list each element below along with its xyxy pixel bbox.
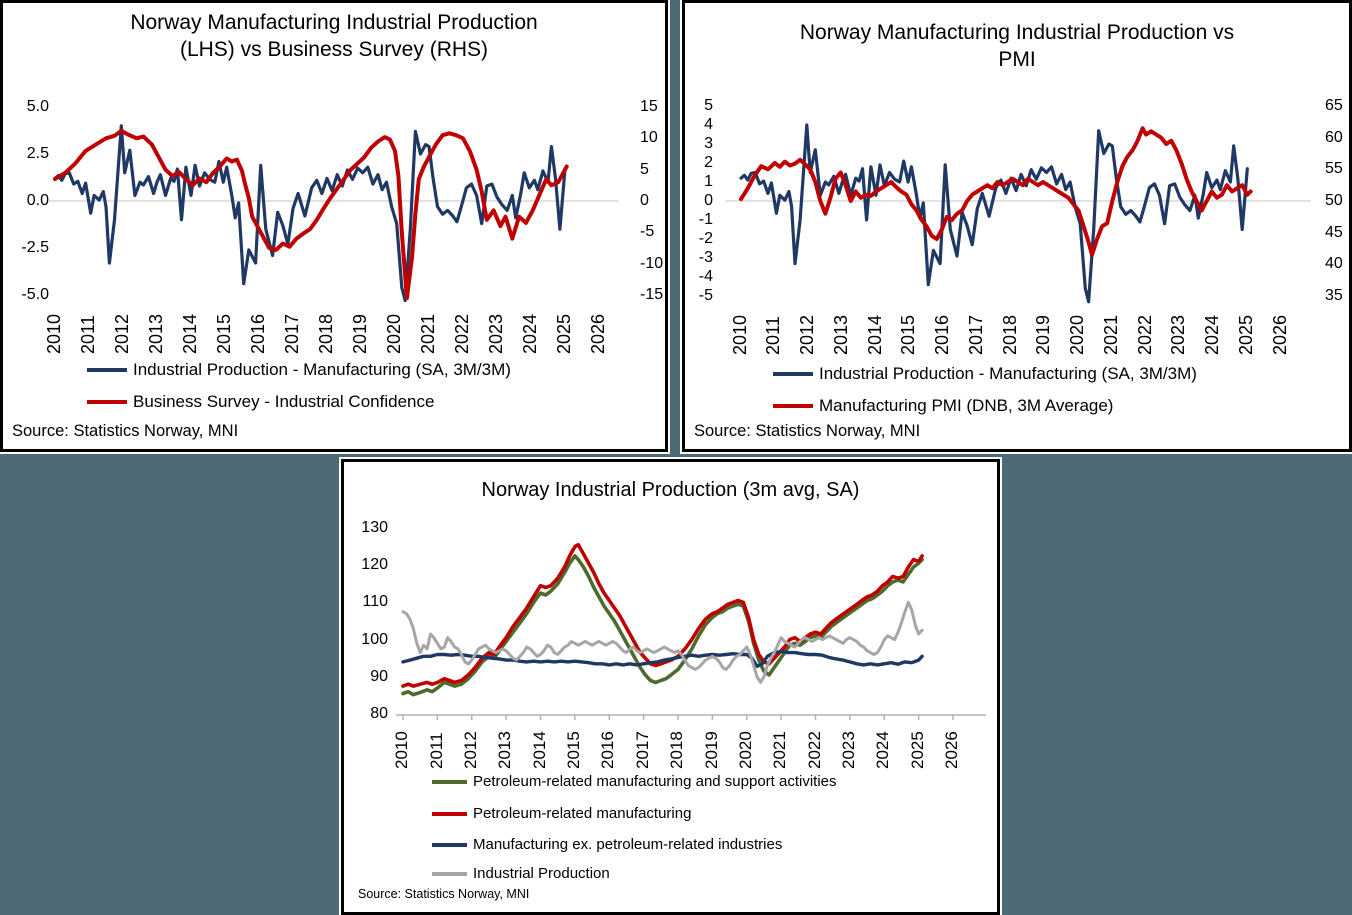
legend-item [773,364,1197,384]
left-axis-tick-label: 4 [704,116,713,133]
chart-title: Norway Industrial Production (3m avg, SA) [481,479,860,501]
series-line [741,125,1247,302]
source-note: Source: Statistics Norway, MNI [12,422,239,440]
legend-swatch [87,368,127,372]
left-axis-tick-label: 0 [704,192,713,209]
x-axis-year-label: 2017 [633,731,652,769]
right-axis-tick-label: 65 [1325,97,1343,114]
left-axis-tick-label: -4 [698,268,713,285]
x-axis-year-label: 2020 [1067,314,1087,355]
x-axis-year-label: 2024 [520,313,540,354]
right-axis-tick-label: -15 [640,286,664,303]
left-axis-tick-label: -2.5 [21,239,49,256]
x-axis-year-label: 2013 [831,314,851,355]
legend-swatch [432,843,467,847]
legend-item [432,805,691,822]
legend-label: Petroleum-related manufacturing and support activities [473,773,837,790]
x-axis-year-label: 2018 [667,731,686,769]
x-axis-year-label: 2026 [588,313,608,354]
left-axis-tick-label: 2 [704,154,713,171]
x-axis-year-label: 2019 [1033,314,1053,355]
series-line [55,126,565,301]
chart-title: Norway Manufacturing Industrial Production vs PMI [799,21,1235,72]
chart-panel-1 [0,0,668,452]
legend-label: Petroleum-related manufacturing [473,805,692,822]
legend-swatch [87,400,127,404]
left-axis-tick-label: 80 [370,705,388,722]
legend-item [432,836,782,853]
legend-item [432,773,837,790]
left-axis-tick-label: 5.0 [26,98,49,115]
x-axis-line [396,715,986,720]
right-axis-tick-label: 35 [1325,287,1343,304]
x-axis-year-label: 2023 [486,313,506,354]
x-axis-year-label: 2020 [384,313,404,354]
x-axis-year-label: 2025 [1236,314,1256,355]
x-axis-year-label: 2018 [1000,314,1020,355]
x-axis-year-label: 2012 [112,313,132,354]
right-axis-tick-label: 40 [1325,255,1343,272]
chart-canvas [3,3,665,449]
right-axis-tick-label: 50 [1325,192,1343,209]
legend-item [432,865,610,882]
x-axis-year-label: 2026 [1270,314,1290,355]
x-axis-year-label: 2019 [702,731,721,769]
x-axis-year-label: 2015 [214,313,234,354]
legend-swatch [432,780,467,784]
left-axis-tick-label: -3 [698,249,713,266]
left-axis-tick-label: -5 [698,287,713,304]
x-axis-year-label: 2011 [763,316,783,355]
left-axis-tick-label: 3 [704,135,713,152]
legend-label: Manufacturing ex. petroleum-related industries [473,836,783,853]
x-axis-year-label: 2026 [942,731,961,769]
x-axis-year-label: 2019 [350,313,370,354]
x-axis-year-label: 2016 [932,314,952,355]
x-axis-year-label: 2010 [392,731,411,769]
right-axis-tick-label: 55 [1325,160,1343,177]
legend-item [773,396,1113,416]
legend-label: Industrial Production - Manufacturing (SA, 3M/3M) [133,360,511,379]
x-axis-year-label: 2023 [1168,314,1188,355]
right-axis-tick-label: -10 [640,255,664,272]
chart-panel-3 [341,459,1000,915]
chart-plot-area [3,3,665,449]
x-axis-year-label: 2021 [418,313,438,354]
x-axis-year-label: 2011 [427,732,446,769]
legend-swatch [773,372,813,376]
left-axis-tick-label: 100 [361,631,388,648]
right-axis-tick-label: -5 [640,223,655,240]
x-axis-year-label: 2014 [180,313,200,354]
legend-item [87,360,511,380]
source-note: Source: Statistics Norway, MNI [358,887,530,901]
series-line [403,556,922,695]
legend-swatch [773,404,813,408]
x-axis-year-label: 2013 [495,731,514,769]
x-axis-year-label: 2025 [554,313,574,354]
left-axis-tick-label: 130 [361,519,388,536]
right-axis-tick-label: 45 [1325,224,1343,241]
source-note: Source: Statistics Norway, MNI [694,422,921,440]
left-axis-tick-label: -2 [698,230,713,247]
x-axis-year-label: 2020 [736,731,755,769]
right-axis-tick-label: 5 [640,161,649,178]
x-axis-year-label: 2024 [873,731,892,769]
x-axis-year-label: 2015 [898,314,918,355]
left-axis-tick-label: -1 [698,211,713,228]
left-axis-tick-label: 90 [370,668,388,685]
legend-item [87,392,434,412]
left-axis-tick-label: 120 [361,556,388,573]
chart-panel-2 [682,0,1352,452]
x-axis-year-label: 2013 [146,313,166,354]
x-axis-year-label: 2010 [44,313,64,354]
legend-swatch [432,872,467,876]
legend-label: Industrial Production [473,865,610,882]
left-axis-tick-label: 2.5 [26,145,49,162]
left-axis-tick-label: 110 [362,593,388,610]
x-axis-year-label: 2010 [730,314,750,355]
legend-swatch [432,812,467,816]
x-axis-year-label: 2012 [461,731,480,769]
x-axis-year-label: 2025 [908,731,927,769]
x-axis-year-label: 2017 [282,313,302,354]
x-axis-year-label: 2022 [805,731,824,769]
legend-label: Manufacturing PMI (DNB, 3M Average) [819,396,1114,415]
x-axis-year-label: 2021 [1101,314,1121,355]
left-axis-tick-label: 0.0 [26,192,49,209]
x-axis-year-label: 2022 [1135,314,1155,355]
left-axis-tick-label: 5 [704,97,713,114]
right-axis-tick-label: 15 [640,98,658,115]
x-axis-year-label: 2016 [248,313,268,354]
x-axis-year-label: 2011 [78,315,98,354]
chart-title: Norway Manufacturing Industrial Production (LHS) vs Business Survey (RHS) [130,11,538,62]
left-axis-tick-label: 1 [704,173,713,190]
x-axis-year-label: 2024 [1202,314,1222,355]
right-axis-tick-label: 60 [1325,129,1343,146]
chart-plot-area [344,462,997,912]
x-axis-year-label: 2016 [598,731,617,769]
right-axis-tick-label: 0 [640,192,649,209]
x-axis-year-label: 2018 [316,313,336,354]
legend-label: Business Survey - Industrial Confidence [133,392,435,411]
x-axis-year-label: 2014 [530,731,549,769]
x-axis-year-label: 2012 [797,314,817,355]
x-axis-year-label: 2015 [564,731,583,769]
x-axis-year-label: 2017 [966,314,986,355]
right-axis-tick-label: 10 [640,129,658,146]
x-axis-year-label: 2022 [452,313,472,354]
legend-label: Industrial Production - Manufacturing (SA, 3M/3M) [819,364,1197,383]
x-axis-year-label: 2023 [839,731,858,769]
left-axis-tick-label: -5.0 [21,286,49,303]
x-axis-year-label: 2014 [865,314,885,355]
x-axis-year-label: 2021 [770,731,789,769]
